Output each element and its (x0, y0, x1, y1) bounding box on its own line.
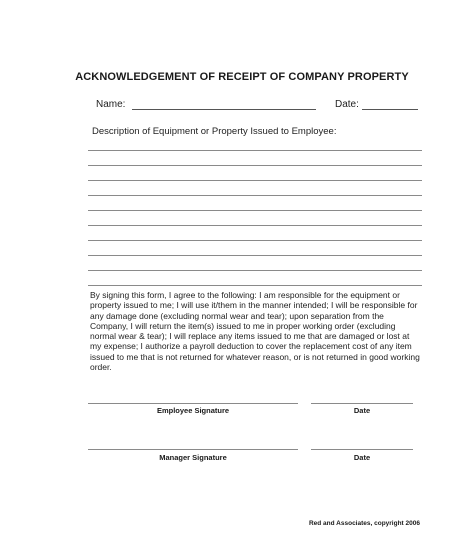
employee-date-label: Date (353, 406, 371, 415)
name-field[interactable] (132, 109, 316, 110)
manager-signature-label: Manager Signature (159, 453, 227, 462)
description-label: Description of Equipment or Property Issued to Employee: (92, 126, 337, 137)
form-title: ACKNOWLEDGEMENT OF RECEIPT OF COMPANY PROPERTY (75, 71, 409, 83)
description-line-5[interactable] (88, 210, 422, 211)
description-line-7[interactable] (88, 240, 422, 241)
description-line-9[interactable] (88, 270, 422, 271)
copyright-footer: Red and Associates, copyright 2006 (308, 520, 420, 527)
description-line-6[interactable] (88, 225, 422, 226)
date-label: Date: (335, 99, 359, 110)
manager-signature-field[interactable] (88, 449, 298, 450)
description-line-3[interactable] (88, 180, 422, 181)
description-line-10[interactable] (88, 285, 422, 286)
employee-signature-field[interactable] (88, 403, 298, 404)
employee-signature-label: Employee Signature (156, 406, 230, 415)
description-line-1[interactable] (88, 150, 422, 151)
agreement-text: By signing this form, I agree to the following: I am responsible for the equipment or property issued to me; I will use it/them in the manner intended; I will be responsible for any damage done (excluding normal wear and tear); upon separation from the Company, I will return the item(s) issued to me in proper working order (excluding normal wear & tear); I will replace any items issued to me that are damaged or lost at my expense; I authorize a payroll deduction to cover the replacement cost of any item issued to me that is not returned for whatever reason, or is not returned in good working order. (90, 290, 420, 373)
date-field[interactable] (362, 109, 418, 110)
manager-date-field[interactable] (311, 449, 413, 450)
manager-date-label: Date (353, 453, 371, 462)
name-label: Name: (96, 99, 126, 110)
description-line-8[interactable] (88, 255, 422, 256)
description-line-4[interactable] (88, 195, 422, 196)
employee-date-field[interactable] (311, 403, 413, 404)
description-line-2[interactable] (88, 165, 422, 166)
